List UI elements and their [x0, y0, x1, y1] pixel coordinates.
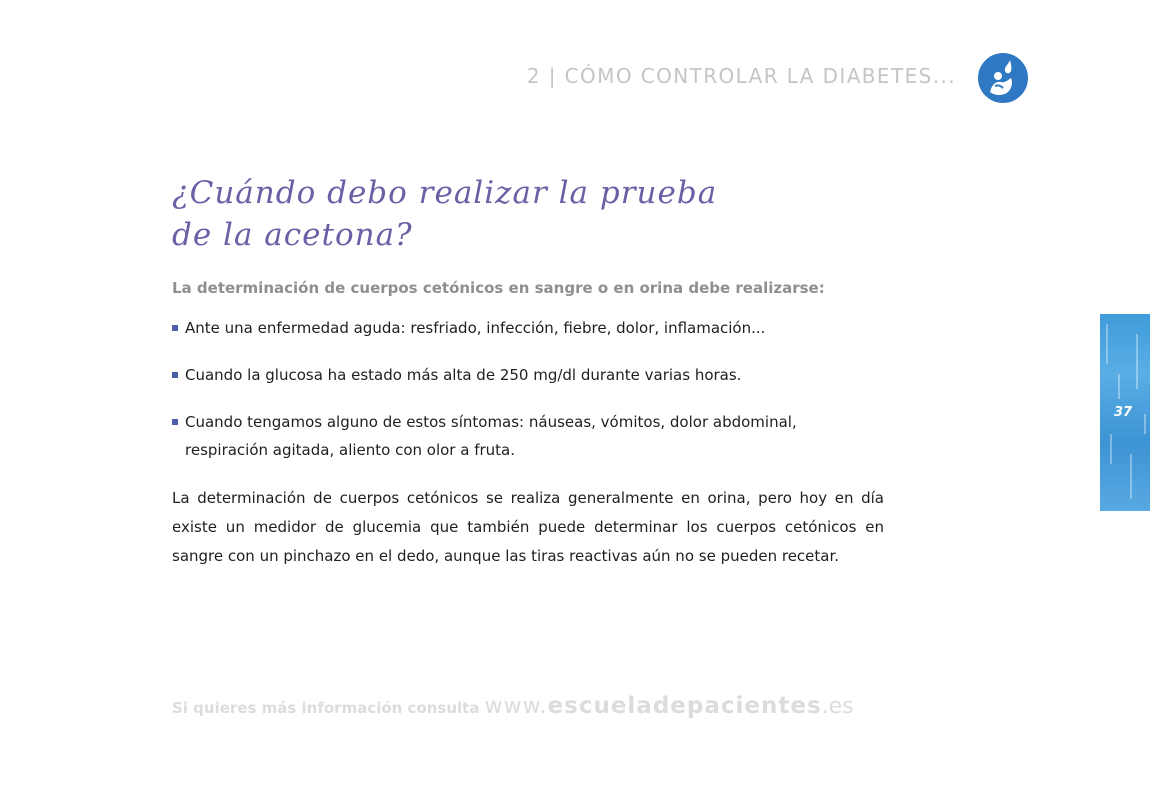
section-header: 2 | CÓMO CONTROLAR LA DIABETES...	[526, 64, 956, 88]
list-item	[172, 314, 884, 342]
bullet-square-icon	[172, 419, 178, 425]
patient-school-logo-icon	[977, 52, 1029, 104]
intro-text: La determinación de cuerpos cetónicos en sangre o en orina debe realizarse:	[172, 279, 825, 297]
title-line-1: ¿Cuándo debo realizar la prueba	[172, 175, 718, 211]
footer-url-name[interactable]: escueladepacientes	[547, 693, 822, 719]
list-item	[172, 361, 884, 389]
list-item-text: Cuando la glucosa ha estado más alta de 250 mg/dl durante varias horas.	[185, 366, 742, 384]
bullet-square-icon	[172, 372, 178, 378]
list-item-text: Cuando tengamos alguno de estos síntomas: náuseas, vómitos, dolor abdominal, respiración agitada, aliento con olor a fruta.	[185, 413, 797, 459]
page-title	[172, 172, 792, 256]
body-paragraph: La determinación de cuerpos cetónicos se realiza generalmente en orina, pero hoy en día existe un medidor de glucemia que también puede determinar los cuerpos cetónicos en sangre con un pinchazo en el dedo, aunque las tiras reactivas aún no se pueden recetar.	[172, 489, 884, 565]
title-line-2: de la acetona?	[172, 217, 413, 253]
bullet-list	[172, 314, 884, 483]
list-item	[172, 408, 884, 464]
footer-url-prefix[interactable]: www.	[484, 694, 548, 719]
page-tab	[1100, 314, 1150, 511]
footer-note	[172, 693, 892, 719]
page-number: 37	[1114, 405, 1133, 420]
list-item-text: Ante una enfermedad aguda: resfriado, infección, fiebre, dolor, inflamación...	[185, 319, 766, 337]
footer-url-suffix[interactable]: .es	[821, 694, 854, 719]
bullet-square-icon	[172, 325, 178, 331]
footer-lead: Si quieres más información consulta	[172, 699, 480, 717]
